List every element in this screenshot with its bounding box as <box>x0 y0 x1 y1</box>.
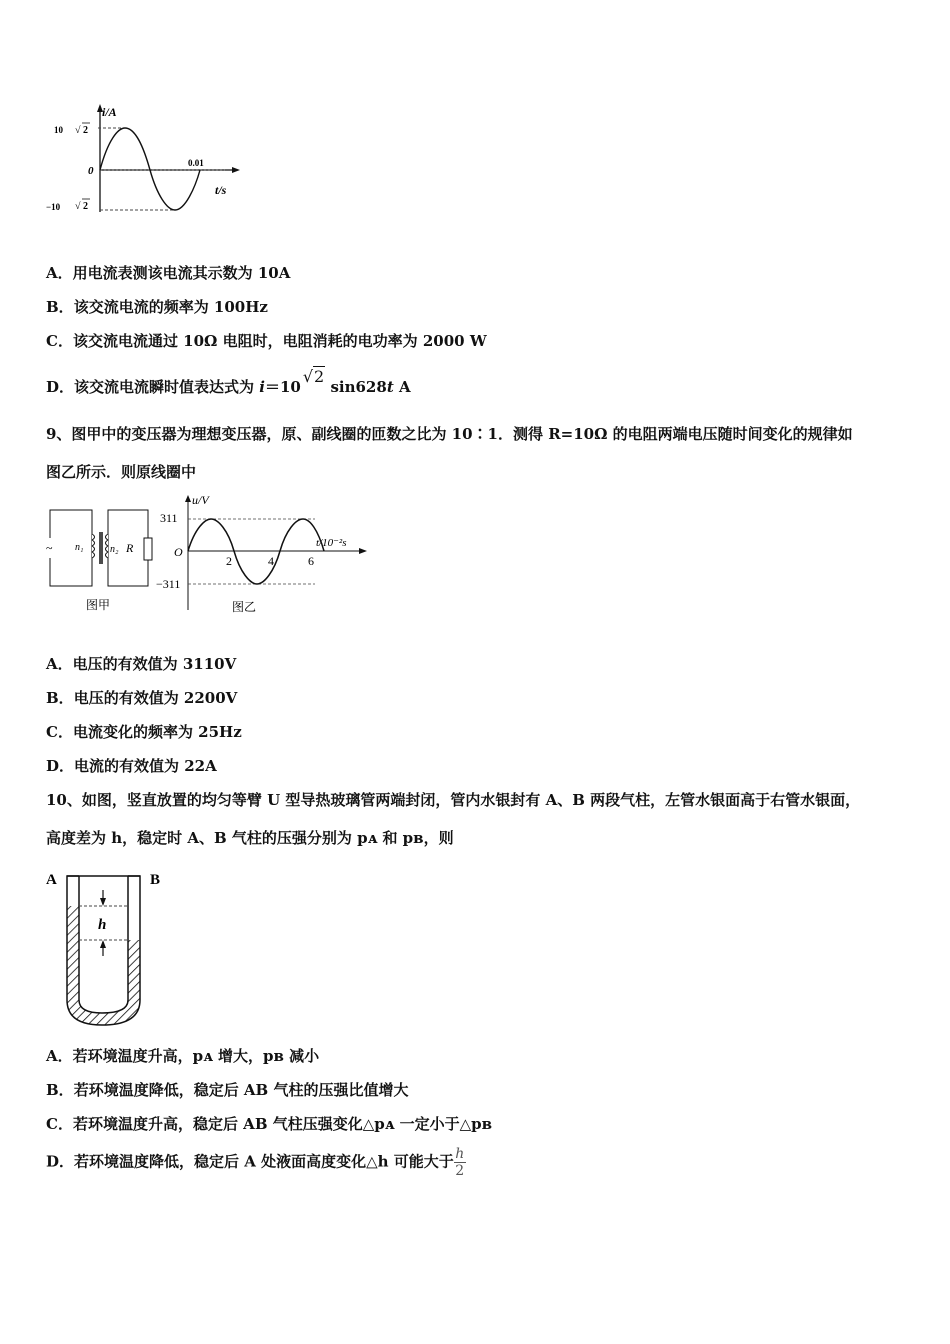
R-label: R <box>126 541 134 555</box>
q8-option-d: D．该交流电流瞬时值表达式为 i＝10√2 sin628t A <box>46 367 411 396</box>
t-axis-label: t/10⁻²s <box>316 537 347 549</box>
q8-option-c: C．该交流电流通过 10Ω 电阻时，电阻消耗的电功率为 2000 W <box>46 332 487 350</box>
origin-o-label: O <box>174 545 183 559</box>
fig-yi-caption: 图乙 <box>232 600 257 614</box>
q10-stem-line2: 高度差为 h，稳定时 A、B 气柱的压强分别为 pᴀ 和 pʙ，则 <box>46 829 454 847</box>
q8-option-b: B．该交流电流的频率为 100Hz <box>46 298 268 316</box>
i-axis-label: i/A <box>102 105 117 119</box>
voltage-graph <box>150 490 375 620</box>
q9-stem-line2: 图乙所示．则原线圈中 <box>46 463 197 481</box>
q9-stem-line1: 9、图甲中的变压器为理想变压器，原、副线圈的匝数之比为 10∶1．测得 R=10Ω 的电阻两端电压随时间变化的规律如 <box>46 425 853 443</box>
fig-jia-caption: 图甲 <box>86 598 111 612</box>
fig-label-A: A <box>46 872 57 888</box>
tick-2: 2 <box>226 554 232 568</box>
svg-text:2: 2 <box>83 201 88 212</box>
q10-option-d: D．若环境温度降低，稳定后 A 处液面高度变化△h 可能大于 $\frac{h}{2}$ <box>46 1146 465 1179</box>
q9-option-b: B．电压的有效值为 2200V <box>46 689 238 707</box>
u-tube-diagram <box>40 860 180 1035</box>
t-axis-label: t/s <box>215 183 227 197</box>
u-min-label: −311 <box>156 577 181 591</box>
q9-option-c: C．电流变化的频率为 25Hz <box>46 723 242 741</box>
h-over-2-fraction: $\frac{h}{2}$ <box>455 1146 465 1179</box>
q10-option-b: B．若环境温度降低，稳定后 AB 气柱的压强比值增大 <box>46 1081 409 1099</box>
transformer-circuit <box>40 500 160 620</box>
tick-6: 6 <box>308 554 314 568</box>
q10-option-a: A．若环境温度升高，pᴀ 增大，pʙ 减小 <box>46 1047 320 1065</box>
svg-text:√: √ <box>75 201 81 212</box>
fig-label-h: h <box>98 917 107 933</box>
current-graph <box>40 100 250 225</box>
origin-label: 0 <box>88 165 94 177</box>
neg-peak-label: −10 <box>46 202 61 212</box>
svg-text:√: √ <box>75 125 81 136</box>
q10-stem-line1: 10、如图，竖直放置的均匀等臂 U 型导热玻璃管两端封闭，管内水银封有 A、B 两段气柱，左管水银面高于右管水银面， <box>46 791 861 809</box>
q9-option-a: A．电压的有效值为 3110V <box>46 655 237 673</box>
svg-text:~: ~ <box>46 541 53 555</box>
n1-label: n₁ <box>75 542 84 553</box>
peak-label: 10 <box>54 125 63 135</box>
svg-text:2: 2 <box>83 125 88 136</box>
fig-label-B: B <box>150 872 161 888</box>
t-mark-label: 0.01 <box>188 158 204 168</box>
u-axis-label: u/V <box>192 493 209 507</box>
tick-4: 4 <box>268 554 274 568</box>
q9-option-d: D．电流的有效值为 22A <box>46 757 217 775</box>
q8-option-a: A．用电流表测该电流其示数为 10A <box>46 264 291 282</box>
n2-label: n₂ <box>110 544 119 555</box>
q10-option-c: C．若环境温度升高，稳定后 AB 气柱压强变化△pᴀ 一定小于△pʙ <box>46 1115 493 1133</box>
u-max-label: 311 <box>160 511 178 525</box>
